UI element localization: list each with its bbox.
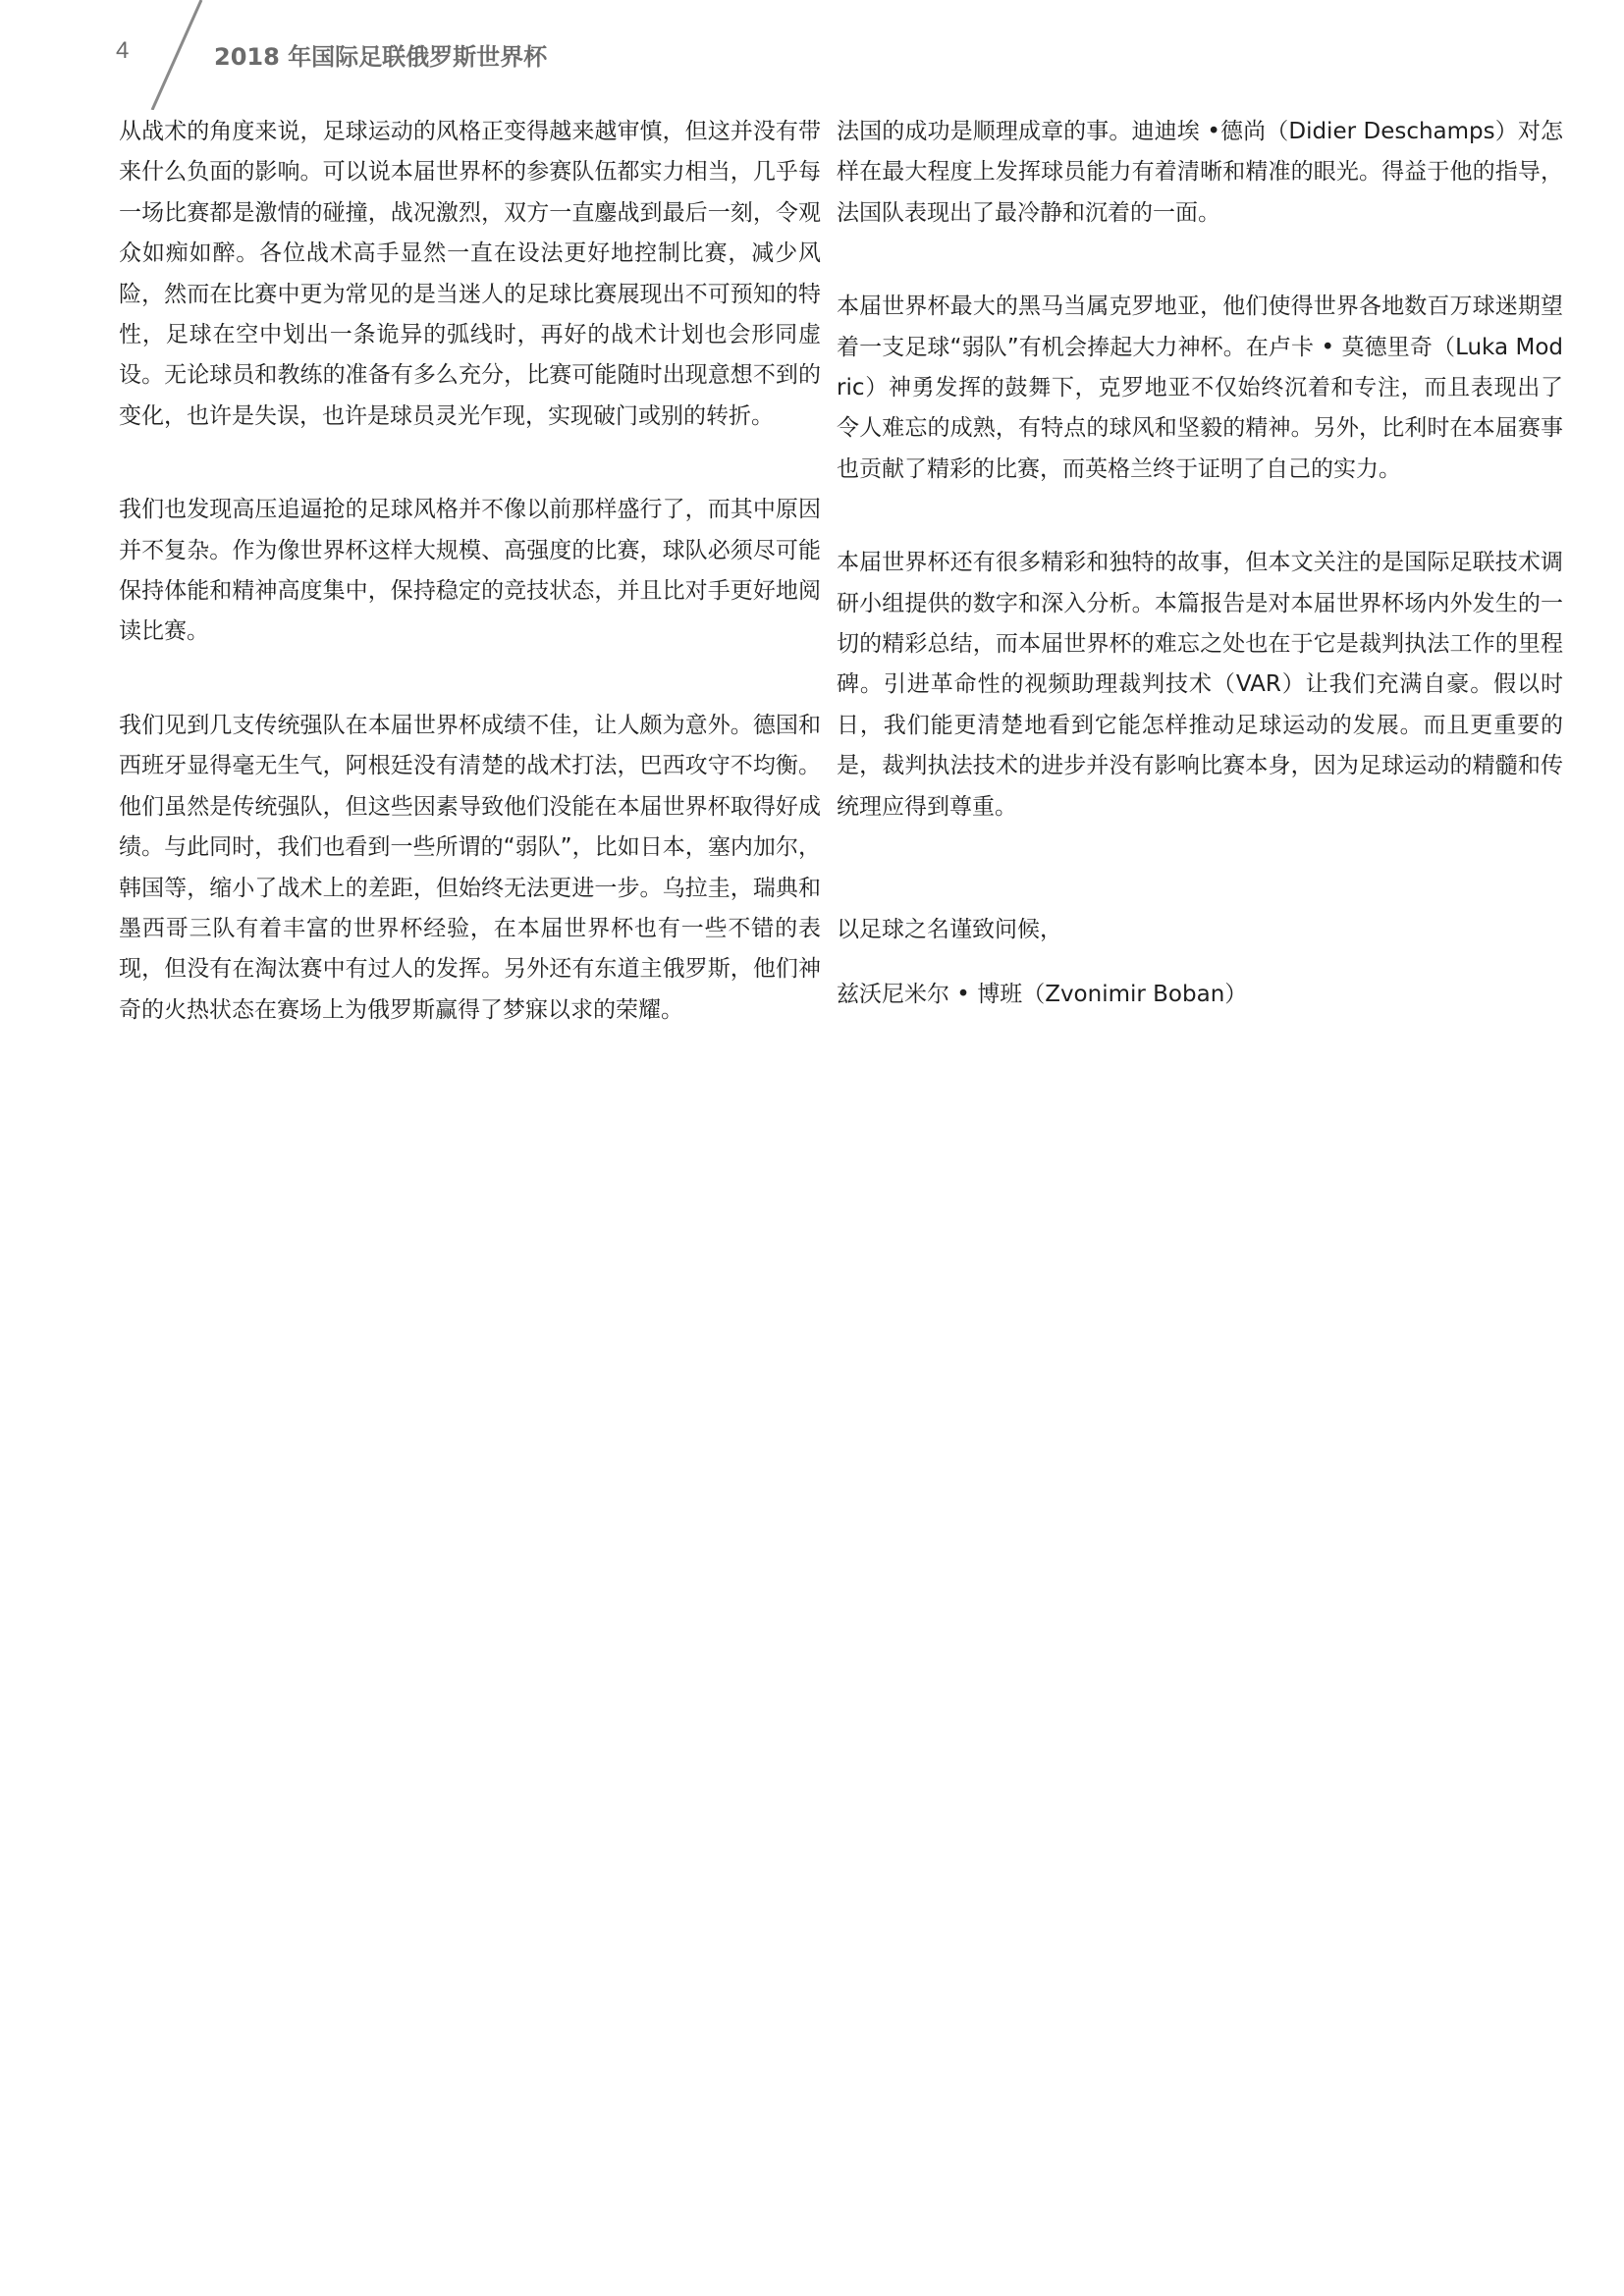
closing-salutation: 以足球之名谨致问候， (837, 917, 1062, 943)
paragraph: 从战术的角度来说，足球运动的风格正变得越来越审慎，但这并没有带来什么负面的影响。可以说本届世界杯的参赛队伍都实力相当，几乎每一场比赛都是激情的碰撞，战况激烈，双方一直鏖战到最后一刻，令观众如痴如醉。各位战术高手显然一直在设法更好地控制比赛，减少风险，然而在比赛中更为常见的是当迷人的足球比赛展现出不可预知的特性，足球在空中划出一条诡异的弧线时，再好的战术计划也会形同虚设。无论球员和教练的准备有多么充分，比赛可能随时出现意想不到的变化，也许是失误，也许是球员灵光乍现，实现破门或别的转折。 (119, 119, 821, 429)
page-header (0, 0, 1624, 108)
paragraph: 我们也发现高压追逼抢的足球风格并不像以前那样盛行了，而其中原因并不复杂。作为像世界杯这样大规模、高强度的比赛，球队必须尽可能保持体能和精神高度集中，保持稳定的竞技状态，并且比对手更好地阅读比赛。 (119, 497, 821, 645)
paragraph: 本届世界杯还有很多精彩和独特的故事，但本文关注的是国际足联技术调研小组提供的数字和深入分析。本篇报告是对本届世界杯场内外发生的一切的精彩总结，而本届世界杯的难忘之处也在于它是裁判执法工作的里程碑。引进革命性的视频助理裁判技术（VAR）让我们充满自豪。假以时日，我们能更清楚地看到它能怎样推动足球运动的发展。而且更重要的是，裁判执法技术的进步并没有影响比赛本身，因为足球运动的精髓和传统理应得到尊重。 (837, 550, 1563, 820)
header-title: 2018 年国际足联俄罗斯世界杯 (214, 43, 548, 71)
right-column (837, 112, 1563, 1039)
paragraph: 我们见到几支传统强队在本届世界杯成绩不佳，让人颇为意外。德国和西班牙显得毫无生气，阿根廷没有清楚的战术打法，巴西攻守不均衡。他们虽然是传统强队，但这些因素导致他们没能在本届世界杯取得好成绩。与此同时，我们也看到一些所谓的“弱队”，比如日本，塞内加尔，韩国等，缩小了战术上的差距，但始终无法更进一步。乌拉圭，瑞典和墨西哥三队有着丰富的世界杯经验，在本届世界杯也有一些不错的表现，但没有在淘汰赛中有过人的发挥。另外还有东道主俄罗斯，他们神奇的火热状态在赛场上为俄罗斯赢得了梦寐以求的荣耀。 (119, 712, 821, 1023)
left-column (119, 112, 821, 1084)
page-number: 4 (116, 37, 130, 64)
paragraph: 本届世界杯最大的黑马当属克罗地亚，他们使得世界各地数百万球迷期望着一支足球“弱队”有机会捧起大力神杯。在卢卡 • 莫德里奇（Luka Modric）神勇发挥的鼓舞下，克罗地亚不仅始终沉着和专注，而且表现出了令人难忘的成熟，有特点的球风和坚毅的精神。另外，比利时在本届赛事也贡献了精彩的比赛，而英格兰终于证明了自己的实力。 (837, 294, 1563, 482)
header-slash-divider (147, 0, 206, 110)
paragraph: 法国的成功是顺理成章的事。迪迪埃 •德尚（Didier Deschamps）对怎样在最大程度上发挥球员能力有着清晰和精准的眼光。得益于他的指导，法国队表现出了最冷静和沉着的一面。 (837, 119, 1563, 226)
signature: 兹沃尼米尔 • 博班（Zvonimir Boban） (837, 981, 1248, 1007)
